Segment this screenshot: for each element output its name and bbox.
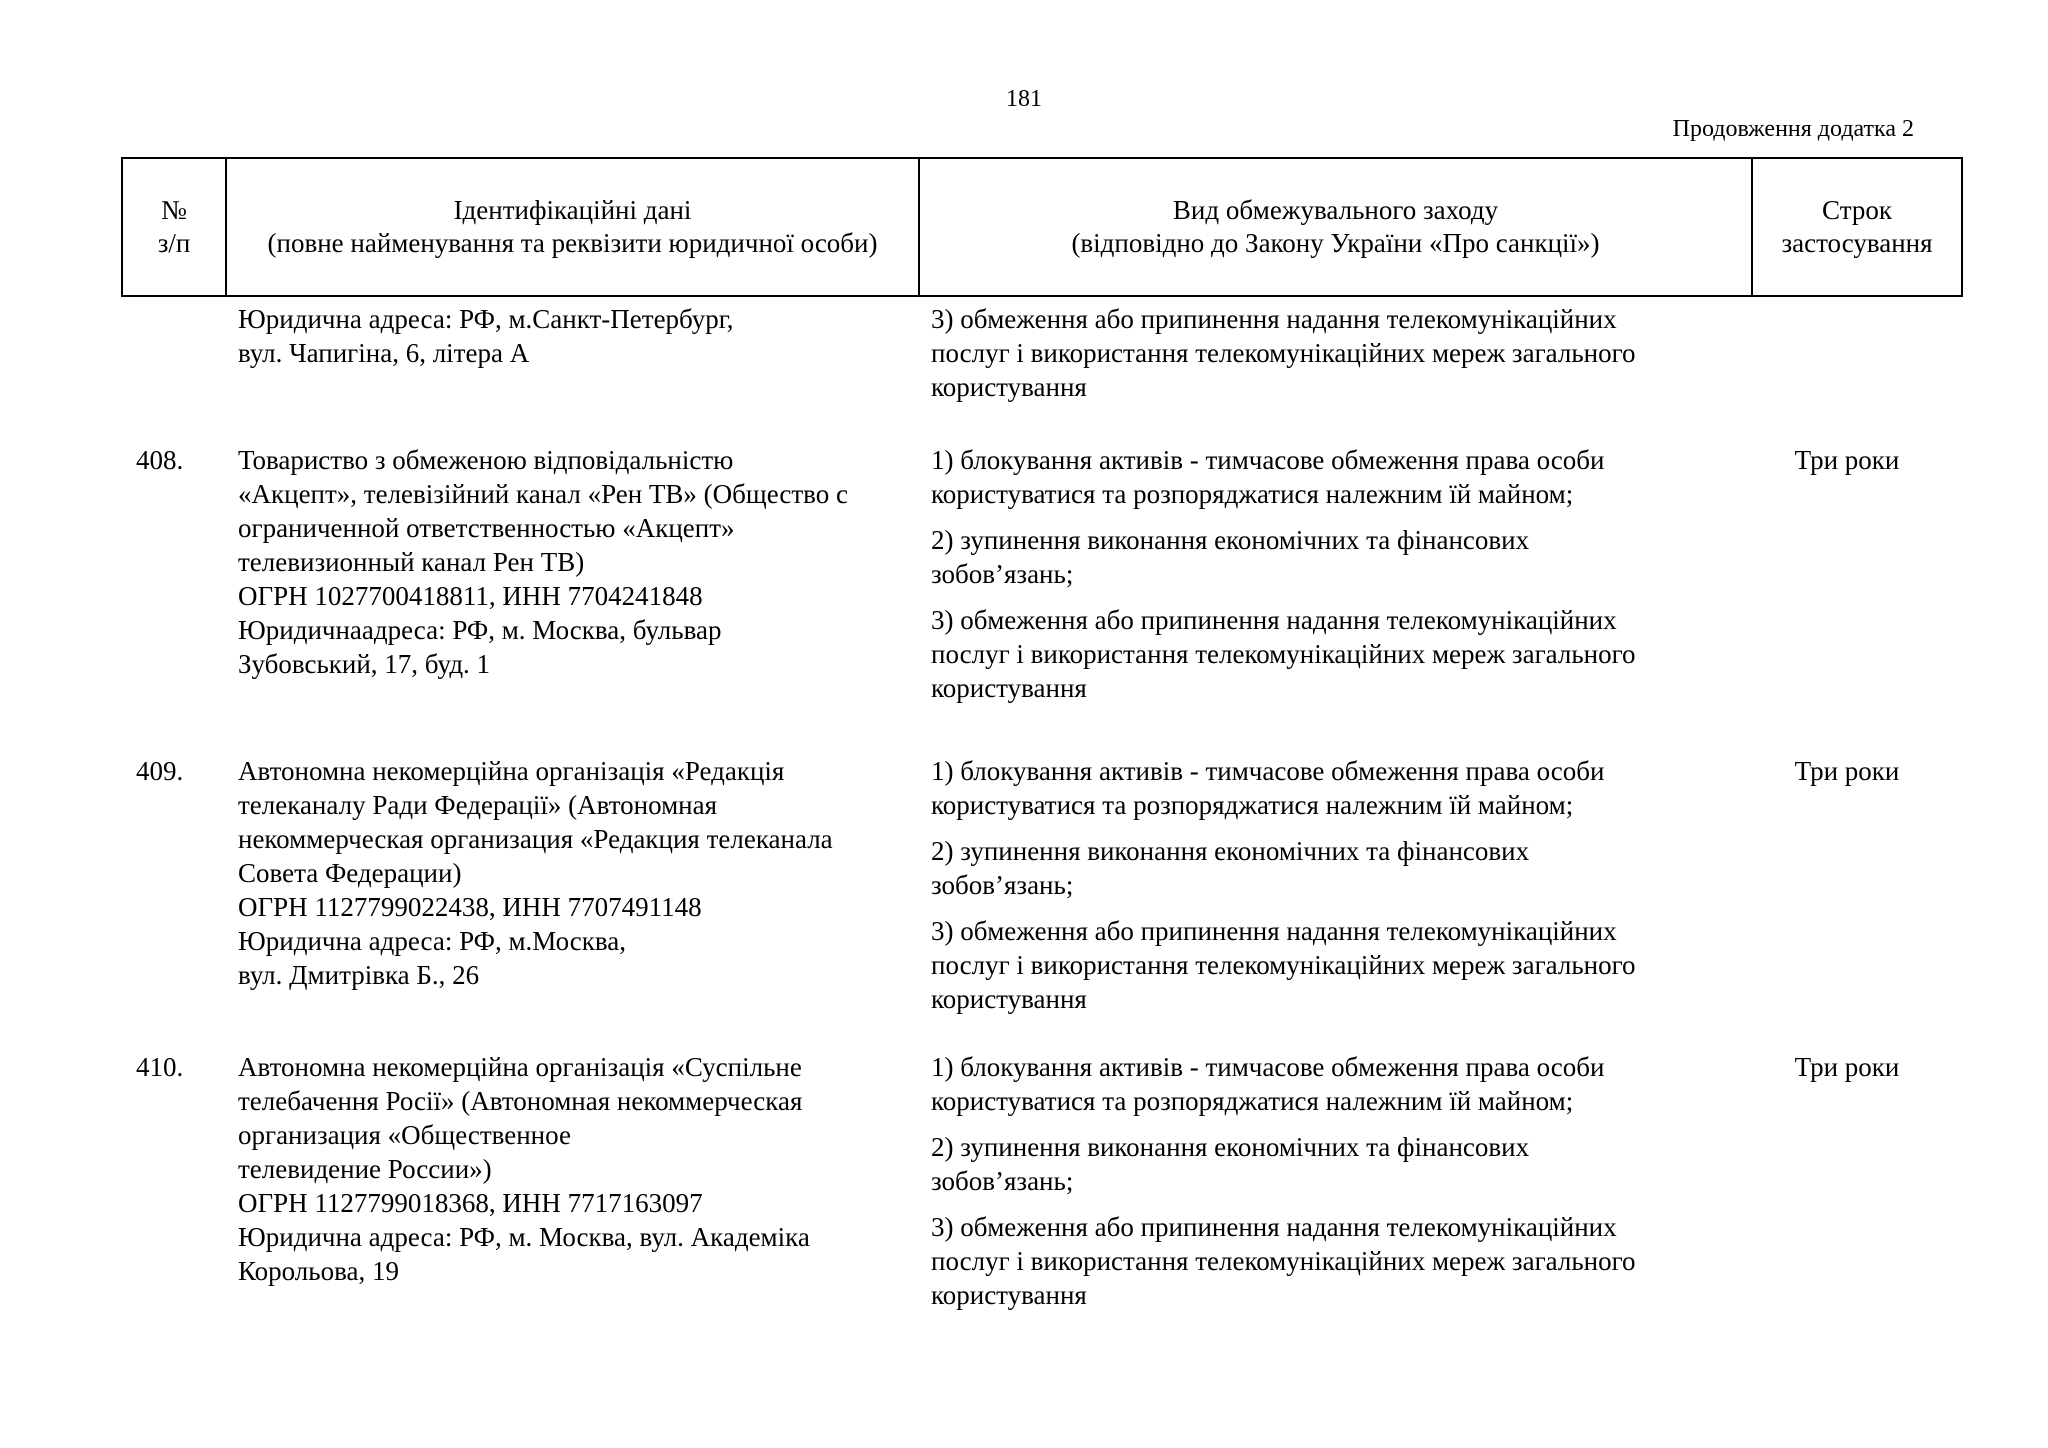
text-line: зобов’язань; xyxy=(931,1166,1074,1196)
continued-identification xyxy=(238,302,918,370)
header-identification-line: Ідентифікаційні дані xyxy=(453,195,692,225)
text-line: телеканалу Ради Федерації» (Автономная xyxy=(238,790,718,820)
text-line: користуватися та розпоряджатися належним їй майном; xyxy=(931,479,1574,509)
measure-item xyxy=(931,914,1731,1016)
text-line: зобов’язань; xyxy=(931,559,1074,589)
text-line: ОГРН 1127799022438, ИНН 7707491148 xyxy=(238,892,702,922)
header-num-line: з/п xyxy=(157,228,191,258)
header-identification-line: (повне найменування та реквізити юридичної особи) xyxy=(267,228,878,258)
measure-item xyxy=(931,523,1731,591)
text-line: користуватися та розпоряджатися належним їй майном; xyxy=(931,790,1574,820)
measure-item xyxy=(931,754,1731,822)
text-line: организация «Общественное xyxy=(238,1120,571,1150)
text-line: 1) блокування активів - тимчасове обмеження права особи xyxy=(931,1052,1605,1082)
header-measure xyxy=(919,158,1752,296)
text-line: послуг і використання телекомунікаційних мереж загального xyxy=(931,950,1636,980)
row-measures xyxy=(931,754,1731,1028)
text-line: ОГРН 1027700418811, ИНН 7704241848 xyxy=(238,581,703,611)
text-line: 3) обмеження або припинення надання телекомунікаційних xyxy=(931,916,1617,946)
row-number: 408. xyxy=(136,445,184,475)
text-line: телебачення Росії» (Автономная некоммерческая xyxy=(238,1086,803,1116)
text-line: Юридична адреса: РФ, м.Москва, xyxy=(238,926,627,956)
text-line: 3) обмеження або припинення надання телекомунікаційних xyxy=(931,605,1617,635)
row-term: Три роки xyxy=(1794,445,1900,475)
text-line: «Акцепт», телевізійний канал «Рен ТВ» (Общество с xyxy=(238,479,848,509)
text-line: користування xyxy=(931,372,1087,402)
measure-item xyxy=(931,302,1731,404)
text-line: 2) зупинення виконання економічних та фінансових xyxy=(931,525,1530,555)
row-identification xyxy=(238,754,918,992)
text-line: ограниченной ответственностью «Акцепт» xyxy=(238,513,735,543)
text-line: користування xyxy=(931,673,1087,703)
measure-item xyxy=(931,1050,1731,1118)
row-term: Три роки xyxy=(1794,756,1900,786)
header-measure-line: (відповідно до Закону України «Про санкції») xyxy=(1071,228,1600,258)
continued-measures xyxy=(931,302,1731,416)
table-header xyxy=(121,157,1963,297)
continuation-label: Продовження додатка 2 xyxy=(1672,116,1914,142)
text-line: 1) блокування активів - тимчасове обмеження права особи xyxy=(931,445,1605,475)
text-line: некоммерческая организация «Редакция телеканала xyxy=(238,824,833,854)
text-line: Юридичнаадреса: РФ, м. Москва, бульвар xyxy=(238,615,722,645)
text-line: Автономна некомерційна організація «Суспільне xyxy=(238,1052,802,1082)
text-line: користуватися та розпоряджатися належним їй майном; xyxy=(931,1086,1574,1116)
text-line: Автономна некомерційна організація «Редакція xyxy=(238,756,785,786)
text-line: Юридична адреса: РФ, м. Москва, вул. Академіка xyxy=(238,1222,810,1252)
measure-item xyxy=(931,443,1731,511)
text-line: послуг і використання телекомунікаційних мереж загального xyxy=(931,338,1636,368)
row-term: Три роки xyxy=(1794,1052,1900,1082)
header-term xyxy=(1752,158,1962,296)
text-line: Корольова, 19 xyxy=(238,1256,399,1286)
measure-item xyxy=(931,834,1731,902)
text-line: Совета Федерации) xyxy=(238,858,462,888)
header-term-line: Строк xyxy=(1822,195,1892,225)
text-line: ОГРН 1127799018368, ИНН 7717163097 xyxy=(238,1188,703,1218)
text-line: телевизионный канал Рен ТВ) xyxy=(238,547,585,577)
header-term-line: застосування xyxy=(1781,228,1933,258)
text-line: вул. Дмитрівка Б., 26 xyxy=(238,960,480,990)
text-line: Юридична адреса: РФ, м.Санкт-Петербург, xyxy=(238,304,734,334)
row-number: 409. xyxy=(136,756,184,786)
header-measure-line: Вид обмежувального заходу xyxy=(1172,195,1499,225)
text-line: телевидение России») xyxy=(238,1154,492,1184)
row-number: 410. xyxy=(136,1052,184,1082)
header-num xyxy=(122,158,226,296)
header-num-line: № xyxy=(161,195,187,225)
text-line: користування xyxy=(931,1280,1087,1310)
text-line: вул. Чапигіна, 6, літера А xyxy=(238,338,530,368)
text-line: 1) блокування активів - тимчасове обмеження права особи xyxy=(931,756,1605,786)
text-line: 2) зупинення виконання економічних та фінансових xyxy=(931,1132,1530,1162)
row-identification xyxy=(238,1050,918,1288)
text-line: 3) обмеження або припинення надання телекомунікаційних xyxy=(931,304,1617,334)
text-line: користування xyxy=(931,984,1087,1014)
text-line: Зубовський, 17, буд. 1 xyxy=(238,649,491,679)
text-line: послуг і використання телекомунікаційних мереж загального xyxy=(931,1246,1636,1276)
row-measures xyxy=(931,443,1731,717)
row-identification xyxy=(238,443,918,681)
text-line: Товариство з обмеженою відповідальністю xyxy=(238,445,734,475)
page-number: 181 xyxy=(1006,86,1042,112)
measure-item xyxy=(931,603,1731,705)
text-line: 3) обмеження або припинення надання телекомунікаційних xyxy=(931,1212,1617,1242)
header-identification xyxy=(226,158,919,296)
row-measures xyxy=(931,1050,1731,1324)
text-line: зобов’язань; xyxy=(931,870,1074,900)
measure-item xyxy=(931,1130,1731,1198)
text-line: послуг і використання телекомунікаційних мереж загального xyxy=(931,639,1636,669)
measure-item xyxy=(931,1210,1731,1312)
text-line: 2) зупинення виконання економічних та фінансових xyxy=(931,836,1530,866)
